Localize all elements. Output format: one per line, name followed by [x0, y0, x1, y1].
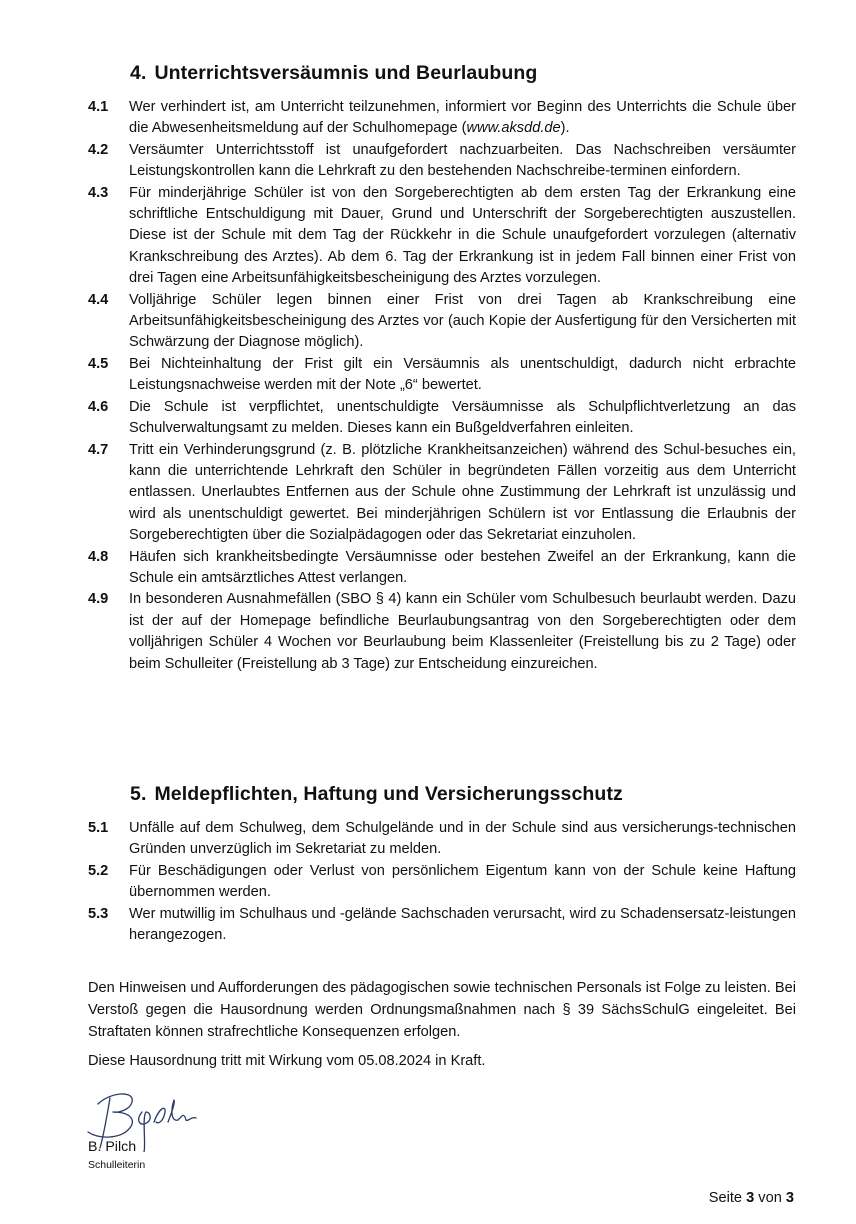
item-number: 5.1: [88, 820, 109, 836]
list-item-4-1: [88, 97, 796, 140]
page-number: Seite 3 von 3: [708, 1190, 794, 1206]
item-text: Häufen sich krankheitsbedingte Versäumnisse oder bestehen Zweifel an der Erkrankung, kann die Schule ein amtsärztliches Attest verlangen.: [129, 548, 796, 586]
effective-date-statement: Diese Hausordnung tritt mit Wirkung vom 05.08.2024 in Kraft.: [88, 1053, 486, 1069]
item-number: 4.8: [88, 548, 109, 565]
item-number: 4.6: [88, 398, 109, 415]
section-5-list: [88, 818, 796, 946]
item-number: 5.3: [88, 905, 109, 922]
item-number: 4.1: [88, 99, 109, 115]
list-item-4-6: [88, 397, 796, 440]
list-item-5-3: [88, 904, 796, 947]
section-4-list: [88, 97, 796, 675]
item-number: 4.3: [88, 184, 109, 201]
item-text: Für minderjährige Schüler ist von den Sorgeberechtigten ab dem ersten Tag der Erkrankung eine schriftliche Entschuldigung mit Dauer, Grund und Unterschrift der Sorgeberechtigten auszustellen. Diese ist der Schule mit dem Tag der Rückkehr in die Schule unaufgefordert vorzulegen (alternativ Krankschreibung des Arztes). Ab dem 6. Tag der Erkrankung ist in jedem Fall binnen einer Frist von drei Tagen eine Arbeitsunfähigkeitsbescheinigung des Arztes vorzulegen.: [129, 184, 796, 287]
item-text: In besonderen Ausnahmefällen (SBO § 4) kann ein Schüler vom Schulbesuch beurlaubt werden. Dazu ist der auf der Homepage befindliche Beurlaubungsantrag von den Sorgeberechtigten oder dem volljährigen Schüler 4 Wochen vor Beurlaubung beim Klassenleiter (Freistellung bis zu 2 Tage) oder beim Schulleiter (Freistellung ab 3 Tage) zur Entscheidung einzureichen.: [129, 591, 796, 672]
signatory-role: Schulleiterin: [88, 1159, 146, 1171]
section-4-title: Unterrichtsversäumnis und Beurlaubung: [154, 62, 538, 84]
item-number: 5.2: [88, 862, 109, 879]
item-text: Volljährige Schüler legen binnen einer Frist von drei Tagen ab Krankschreibung eine Arbeitsunfähigkeitsbescheinigung des Arztes vor (auch Kopie der Ausfertigung für den Versicherten mit Schwärzung der Diagnose möglich).: [129, 291, 796, 351]
signatory-name: B. Pilch: [88, 1139, 137, 1155]
item-text: Wer mutwillig im Schulhaus und -gelände Sachschaden verursacht, wird zu Schadensersatz-leistungen herangezogen.: [129, 905, 796, 944]
item-text: Für Beschädigungen oder Verlust von persönlichem Eigentum kann von der Schule keine Haftung übernommen werden.: [129, 862, 796, 901]
item-number: 4.7: [88, 441, 109, 458]
homepage-link[interactable]: www.aksdd.de: [466, 120, 561, 137]
section-4-number: 4.: [130, 62, 147, 84]
list-item-5-2: [88, 861, 796, 904]
item-number: 4.4: [88, 291, 109, 308]
section-5-title: Meldepflichten, Haftung und Versicherungsschutz: [154, 783, 623, 805]
item-text: Die Schule ist verpflichtet, unentschuldigte Versäumnisse als Schulpflichtverletzung an das Schulverwaltungsamt zu melden. Dieses kann ein Bußgeldverfahren einleiten.: [129, 398, 796, 437]
item-text: Wer verhindert ist, am Unterricht teilzunehmen, informiert vor Beginn des Unterrichts die Schule über die Abwesenheitsmeldung auf der Schulhomepage (www.aksdd.de).: [129, 99, 796, 137]
section-4-heading: [130, 62, 537, 85]
item-text: Bei Nichteinhaltung der Frist gilt ein Versäumnis als unentschuldigt, dadurch nicht erbrachte Leistungsnachweise werden mit der Note „6“ bewertet.: [129, 355, 796, 394]
item-text: Unfälle auf dem Schulweg, dem Schulgelände und in der Schule sind aus versicherungs-technischen Gründen unverzüglich im Sekretariat zu melden.: [129, 820, 796, 858]
list-item-4-4: [88, 290, 796, 354]
list-item-4-7: [88, 440, 796, 547]
list-item-4-8: [88, 547, 796, 590]
item-text: Versäumter Unterrichtsstoff ist unaufgefordert nachzuarbeiten. Das Nachschreiben versäumter Leistungskontrollen kann die Lehrkraft zu den bestehenden Nachschreibe-terminen einfordern.: [129, 141, 796, 180]
item-number: 4.9: [88, 591, 109, 608]
list-item-4-2: [88, 140, 796, 183]
list-item-4-9: [88, 589, 796, 675]
section-5-heading: [130, 783, 623, 806]
section-5-number: 5.: [130, 783, 147, 805]
list-item-5-1: [88, 818, 796, 861]
closing-paragraph: Den Hinweisen und Aufforderungen des pädagogischen sowie technischen Personals ist Folge zu leisten. Bei Verstoß gegen die Hausordnung werden Ordnungsmaßnahmen nach § 39 SächsSchulG eingeleitet. Bei Straftaten können strafrechtliche Konsequenzen erfolgen.: [88, 980, 796, 1040]
item-number: 4.2: [88, 141, 109, 158]
item-text: Tritt ein Verhinderungsgrund (z. B. plötzliche Krankheitsanzeichen) während des Schul-besuches ein, kann die unterrichtende Lehrkraft den Schüler in begründeten Fällen vorzeitig aus dem Unterricht entlassen. Unerlaubtes Entfernen aus der Schule ohne Zustimmung der Lehrkraft ist unzulässig und wird als unentschuldigt gewertet. Bei minderjährigen Schülern ist vor Entlassung die Erlaubnis der Sorgeberechtigten über die Sozialpädagogen oder das Sekretariat einzuholen.: [129, 441, 796, 544]
list-item-4-3: [88, 183, 796, 290]
item-number: 4.5: [88, 355, 109, 372]
list-item-4-5: [88, 354, 796, 397]
